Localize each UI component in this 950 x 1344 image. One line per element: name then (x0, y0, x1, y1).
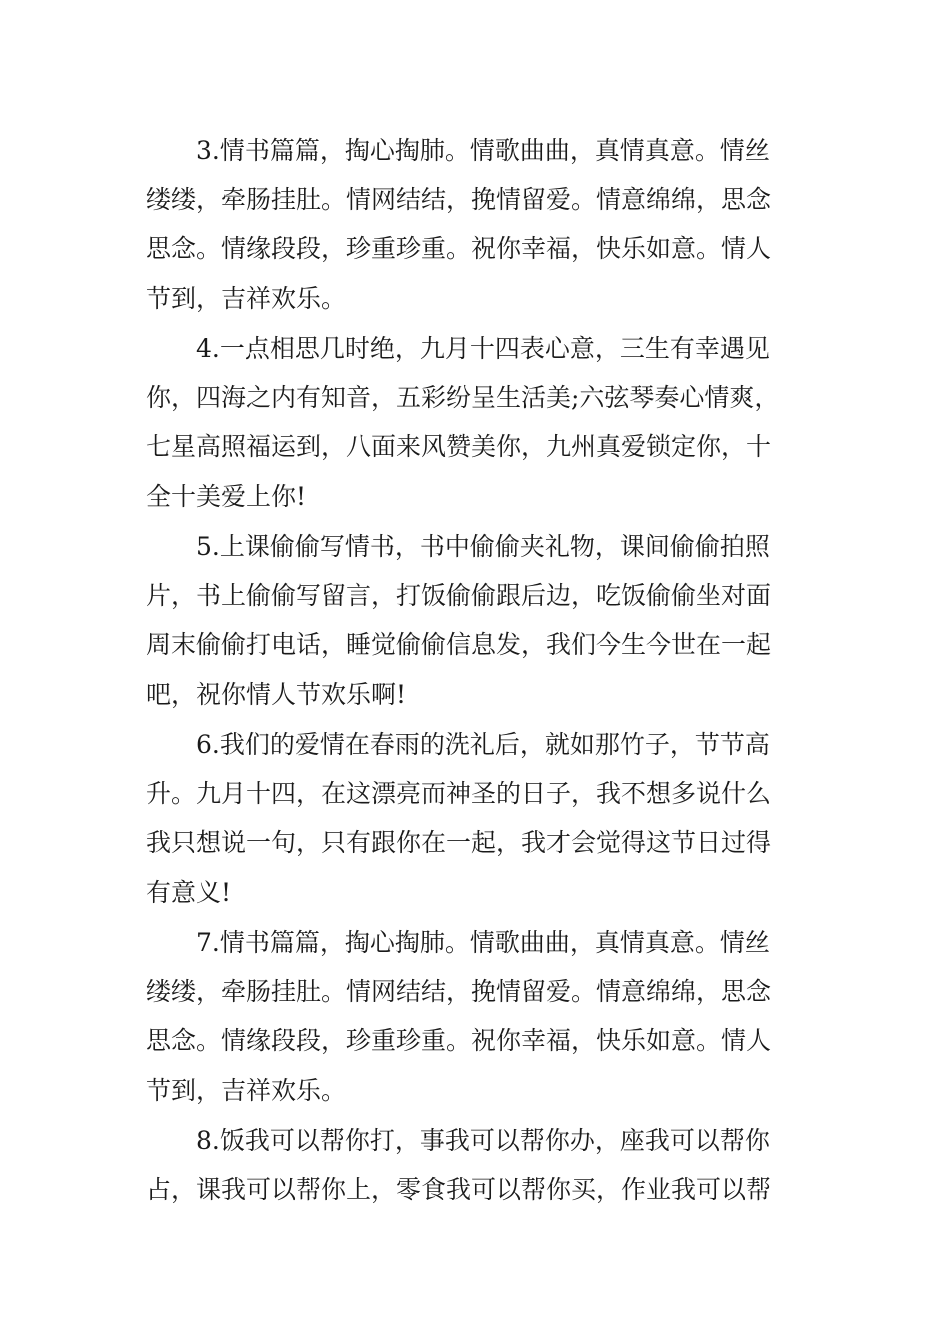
paragraph-3-line-2: 缕缕，牵肠挂肚。情网结结，挽情留爱。情意绵绵，思念 (146, 185, 772, 214)
paragraph-4-line-2: 你，四海之内有知音，五彩纷呈生活美;六弦琴奏心情爽， (146, 383, 780, 412)
paragraph-8-line-2: 占，课我可以帮你上，零食我可以帮你买，作业我可以帮 (146, 1175, 772, 1204)
paragraph-7-line-3: 思念。情缘段段，珍重珍重。祝你幸福，快乐如意。情人 (146, 1026, 772, 1055)
paragraph-8-line-1: 8.饭我可以帮你打，事我可以帮你办，座我可以帮你 (196, 1126, 770, 1155)
paragraph-6-line-1: 6.我们的爱情在春雨的洗礼后，就如那竹子，节节高 (196, 730, 770, 759)
paragraph-6-line-2: 升。九月十四，在这漂亮而神圣的日子，我不想多说什么 (146, 779, 772, 808)
paragraph-5-line-2: 片，书上偷偷写留言，打饭偷偷跟后边，吃饭偷偷坐对面 (146, 581, 772, 610)
paragraph-7-line-2: 缕缕，牵肠挂肚。情网结结，挽情留爱。情意绵绵，思念 (146, 977, 772, 1006)
paragraph-3-line-4: 节到，吉祥欢乐。 (146, 284, 347, 313)
paragraph-4-line-4: 全十美爱上你! (146, 482, 307, 511)
paragraph-7-line-4: 节到，吉祥欢乐。 (146, 1076, 347, 1105)
paragraph-3-line-3: 思念。情缘段段，珍重珍重。祝你幸福，快乐如意。情人 (146, 234, 772, 263)
paragraph-5-line-1: 5.上课偷偷写情书，书中偷偷夹礼物，课间偷偷拍照 (196, 532, 770, 561)
paragraph-4-line-3: 七星高照福运到，八面来风赞美你，九州真爱锁定你，十 (146, 432, 772, 461)
paragraph-6-line-3: 我只想说一句，只有跟你在一起，我才会觉得这节日过得 (146, 828, 772, 857)
paragraph-3-line-1: 3.情书篇篇，掏心掏肺。情歌曲曲，真情真意。情丝 (196, 136, 770, 165)
paragraph-7-line-1: 7.情书篇篇，掏心掏肺。情歌曲曲，真情真意。情丝 (196, 928, 770, 957)
paragraph-4-line-1: 4.一点相思几时绝，九月十四表心意，三生有幸遇见 (196, 334, 770, 363)
paragraph-5-line-4: 吧，祝你情人节欢乐啊! (146, 680, 407, 709)
paragraph-6-line-4: 有意义! (146, 878, 232, 907)
paragraph-5-line-3: 周末偷偷打电话，睡觉偷偷信息发，我们今生今世在一起 (146, 630, 772, 659)
